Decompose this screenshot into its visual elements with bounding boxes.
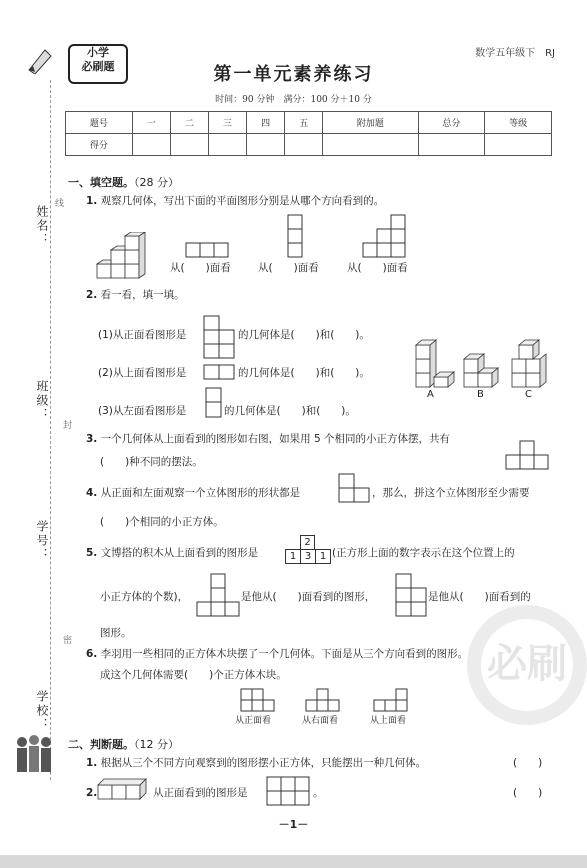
school-label: 学校： [35,690,49,732]
page-title: 第一单元素养练习 [213,64,374,85]
time-score-info: 时间：90 分钟 满分：100 分＋10 分 [215,95,372,105]
score-header-cell: 总分 [418,112,485,134]
score-header-cell: 二 [170,112,208,134]
question-2-part1: (1)从正面看图形是 [98,329,187,341]
view-figure-3 [362,214,406,258]
name-label: 姓名： [35,205,49,247]
solid-label-c: C [525,389,532,400]
solids-abc-figure [412,335,552,397]
question-2: 2. 看一看，填一填。 [86,289,185,301]
cut-mark-3: 密 [61,635,71,644]
section2-title: 二、判断题。（12 分） [68,738,179,751]
brand-logo: 小学 必刷题 [68,44,128,84]
score-table [65,111,552,156]
watermark: 必刷 [467,605,587,725]
score-header-cell: 附加题 [323,112,418,134]
score-header-cell: 三 [208,112,246,134]
judge-q2-cuboid-figure [97,778,153,802]
question-5b: (正方形上面的数字表示在这个位置上的 [332,547,515,559]
students-illustration-icon [14,730,54,780]
judge-answer-2[interactable]: ( ) [513,787,543,799]
score-header-cell: 五 [285,112,323,134]
question-2-part3b: 的几何体是( )和( )。 [224,405,356,417]
score-header-cell: 四 [247,112,285,134]
score-header-cell: 等级 [485,112,552,134]
score-header-cell: 题号 [66,112,133,134]
student-id-label: 学号： [35,520,49,562]
view-figure-1 [185,242,229,258]
question-1: 1. 观察几何体，写出下面的平面图形分别是从哪个方向看到的。 [86,195,385,207]
question-5e: 是他从( )面看到的 [428,591,531,603]
judge-answer-1[interactable]: ( ) [513,757,543,769]
judge-question-2-text: 从正面看到的图形是 [153,787,248,799]
q6-label-right: 从右面看 [302,716,339,726]
question-2-part1b: 的几何体是( )和( )。 [238,329,370,341]
question-3: 3. 一个几何体从上面看到的图形如右图，如果用 5 个相同的小正方体摆，共有 [86,433,450,445]
q6-top-view [373,688,419,716]
class-label: 班级： [35,380,49,422]
question-2-part2: (2)从上面看图形是 [98,367,187,379]
question-5c: 小正方体的个数)， [100,591,189,603]
question-2-part3: (3)从左面看图形是 [98,405,187,417]
score-input-cell[interactable] [285,134,323,156]
question-6b: 成这个几何体需要( )个正方体木块。 [100,669,287,681]
front-view-figure [203,315,235,359]
question-4b: ，那么，拼这个立体图形至少需要 [372,487,530,499]
score-header-cell: 一 [132,112,170,134]
solid-label-b: B [477,389,484,400]
q6-label-top: 从上面看 [370,716,407,726]
cut-mark-1: 线 [53,198,63,207]
score-row-label: 得分 [66,134,133,156]
score-input-cell[interactable] [323,134,418,156]
question-6: 6. 李羽用一些相同的正方体木块摆了一个几何体。下面是从三个方向看到的图形。搭 [86,648,479,660]
score-input-cell[interactable] [170,134,208,156]
q6-right-view [305,688,351,716]
q4-view-figure [338,473,370,503]
view-figure-2 [287,214,303,258]
question-5d: 是他从( )面看到的图形， [241,591,376,603]
left-view-figure [205,387,222,419]
judge-question-2: 2. [86,787,98,799]
question-2-part2b: 的几何体是( )和( )。 [238,367,370,379]
judge-q2-view-figure [266,776,312,806]
binding-line [50,80,51,780]
section1-title: 一、填空题。（28 分） [68,176,179,189]
question-4-blank: ( )个相同的小正方体。 [100,516,224,528]
cube-stack-figure [95,232,155,282]
score-input-cell[interactable] [132,134,170,156]
score-input-cell[interactable] [208,134,246,156]
solid-label-a: A [427,389,434,400]
question-3-blank: ( )种不同的摆法。 [100,456,203,468]
top-view-q3-figure [505,440,551,470]
question-5f: 图形。 [100,627,132,639]
bottom-bar [0,855,587,868]
answer-1a: 从( )面看 [170,262,231,274]
score-input-cell[interactable] [418,134,485,156]
page-number: －1－ [278,818,309,831]
q5-view-figure-2 [395,573,427,617]
top-view-figure [203,364,235,380]
score-input-cell[interactable] [247,134,285,156]
q6-front-view [240,688,286,716]
grade-label: 数学五年级下 RJ [475,48,555,59]
answer-1b: 从( )面看 [258,262,319,274]
q6-label-front: 从正面看 [235,716,272,726]
cut-mark-2: 封 [61,420,71,429]
q5-view-figure-1 [196,573,240,617]
question-4: 4. 从正面和左面观察一个立体图形的形状都是 [86,487,301,499]
q5-number-grid: 2 1 3 1 [285,535,331,565]
judge-question-1: 1. 根据从三个不同方向观察到的图形摆小正方体，只能摆出一种几何体。 [86,757,427,769]
score-input-cell[interactable] [485,134,552,156]
answer-1c: 从( )面看 [347,262,408,274]
question-5: 5. 文博搭的积木从上面看到的图形是 [86,547,259,559]
